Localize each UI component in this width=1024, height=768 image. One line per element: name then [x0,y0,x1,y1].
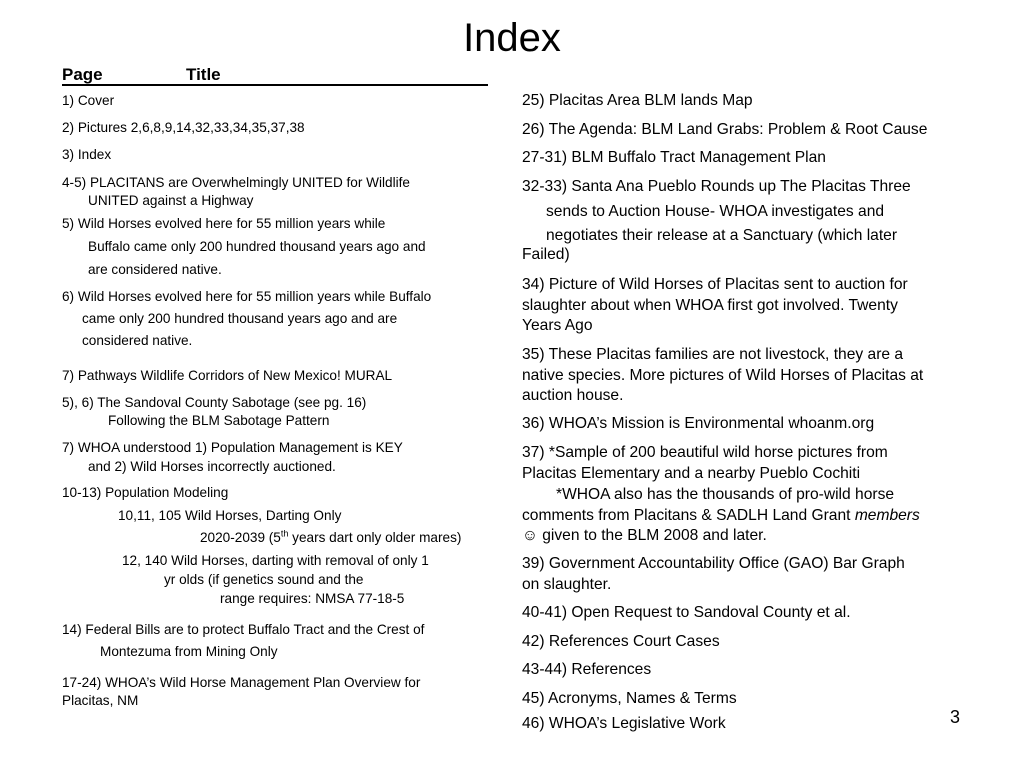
index-entry-references: 43-44) References [522,661,652,678]
index-entry-whoa-mission: 36) WHOA’s Mission is Environmental whoanm.org [522,415,875,432]
comments-text: comments from Placitans & SADLH Land Grant [522,507,855,524]
index-entry-sample-pictures-cont: Placitas Elementary and a nearby Pueblo Cochiti [522,465,861,482]
years-text-b: years dart only older mares) [288,530,462,545]
index-entry-pictures: 2) Pictures 2,6,8,9,14,32,33,34,35,37,38 [62,120,305,135]
index-entry-2020-2039 [200,530,461,546]
index-entry-cover: 1) Cover [62,93,115,108]
index-entry-placitas-families-cont2: auction house. [522,387,624,404]
index-entry-auction-picture-cont: slaughter about when WHOA first got involved. Twenty [522,297,898,314]
column-header [62,66,488,86]
index-entry-140-wild-horses-cont: yr olds (if genetics sound and the [164,572,364,587]
index-entry-wild-horses-evolved-2: 6) Wild Horses evolved here for 55 million years while Buffalo [62,289,432,304]
index-entry-gao-bar-graph-cont: on slaughter. [522,576,612,593]
index-entry-legislative-work: 46) WHOA’s Legislative Work [522,715,726,732]
index-entry-placitans-cont: UNITED against a Highway [88,193,254,208]
index-entry-whoa-understood: 7) WHOA understood 1) Population Management is KEY [62,440,403,455]
index-entry-whoa-understood-cont: and 2) Wild Horses incorrectly auctioned. [88,459,336,474]
index-entry-santa-ana-cont3: Failed) [522,246,570,263]
index-entry-open-request: 40-41) Open Request to Sandoval County et al. [522,604,851,621]
index-entry-sandoval-sabotage-cont: Following the BLM Sabotage Pattern [108,413,330,428]
index-entry-pro-wild-horse-cont [522,506,920,526]
index-entry-pathways-mural: 7) Pathways Wildlife Corridors of New Mexico! MURAL [62,368,393,383]
index-entry-wild-horses-evolved-2-cont2: considered native. [82,333,193,348]
index-entry-management-plan: 17-24) WHOA’s Wild Horse Management Plan Overview for [62,675,421,690]
page-column-label: Page [62,65,103,84]
index-entry-wild-horses-evolved-cont2: are considered native. [88,262,222,277]
years-text-a: 2020-2039 (5 [200,530,281,545]
index-entry-acronyms: 45) Acronyms, Names & Terms [522,690,737,707]
title-column-label: Title [186,65,221,84]
index-entry-pro-wild-horse: *WHOA also has the thousands of pro-wild horse [556,486,895,503]
index-entry-management-plan-cont: Placitas, NM [62,693,139,708]
index-entry-placitas-families-cont: native species. More pictures of Wild Horses of Placitas at [522,367,924,384]
index-entry-sandoval-sabotage: 5), 6) The Sandoval County Sabotage (see pg. 16) [62,395,367,410]
index-entry-placitas-families: 35) These Placitas families are not livestock, they are a [522,346,904,363]
index-entry-wild-horses-evolved-cont: Buffalo came only 200 hundred thousand years ago and [88,239,426,254]
index-entry-placitans: 4-5) PLACITANS are Overwhelmingly UNITED for Wildlife [62,175,410,190]
page-number: 3 [950,707,961,727]
index-entry-agenda: 26) The Agenda: BLM Land Grabs: Problem & Root Cause [522,121,928,138]
index-entry-sample-pictures: 37) *Sample of 200 beautiful wild horse pictures from [522,444,888,461]
index-entry-140-wild-horses: 12, 140 Wild Horses, darting with removal of only 1 [122,553,429,568]
index-entry-santa-ana-cont: sends to Auction House- WHOA investigates and [546,203,885,220]
index-entry-wild-horses-evolved: 5) Wild Horses evolved here for 55 million years while [62,216,386,231]
index-entry-nmsa: range requires: NMSA 77-18-5 [220,591,405,606]
index-entry-pro-wild-horse-cont2: ☺ given to the BLM 2008 and later. [522,527,767,544]
index-entry-santa-ana: 32-33) Santa Ana Pueblo Rounds up The Placitas Three [522,178,911,195]
index-entry-santa-ana-cont2: negotiates their release at a Sanctuary (which later [546,227,898,244]
index-entry-federal-bills-cont: Montezuma from Mining Only [100,644,278,659]
index-entry-index: 3) Index [62,147,112,162]
index-entry-blm-lands-map: 25) Placitas Area BLM lands Map [522,92,753,109]
slide-title: Index [463,16,561,60]
index-entry-105-wild-horses: 10,11, 105 Wild Horses, Darting Only [118,508,342,523]
index-entry-auction-picture: 34) Picture of Wild Horses of Placitas sent to auction for [522,276,908,293]
ordinal-suffix: th [280,528,289,539]
index-entry-buffalo-tract-plan: 27-31) BLM Buffalo Tract Management Plan [522,149,826,166]
index-entry-wild-horses-evolved-2-cont: came only 200 hundred thousand years ago and are [82,311,398,326]
index-entry-court-cases: 42) References Court Cases [522,633,720,650]
index-entry-gao-bar-graph: 39) Government Accountability Office (GAO) Bar Graph [522,555,905,572]
index-entry-federal-bills: 14) Federal Bills are to protect Buffalo Tract and the Crest of [62,622,425,637]
index-entry-auction-picture-cont2: Years Ago [522,317,593,334]
index-entry-population-modeling: 10-13) Population Modeling [62,485,229,500]
members-emphasis: members [854,507,920,524]
